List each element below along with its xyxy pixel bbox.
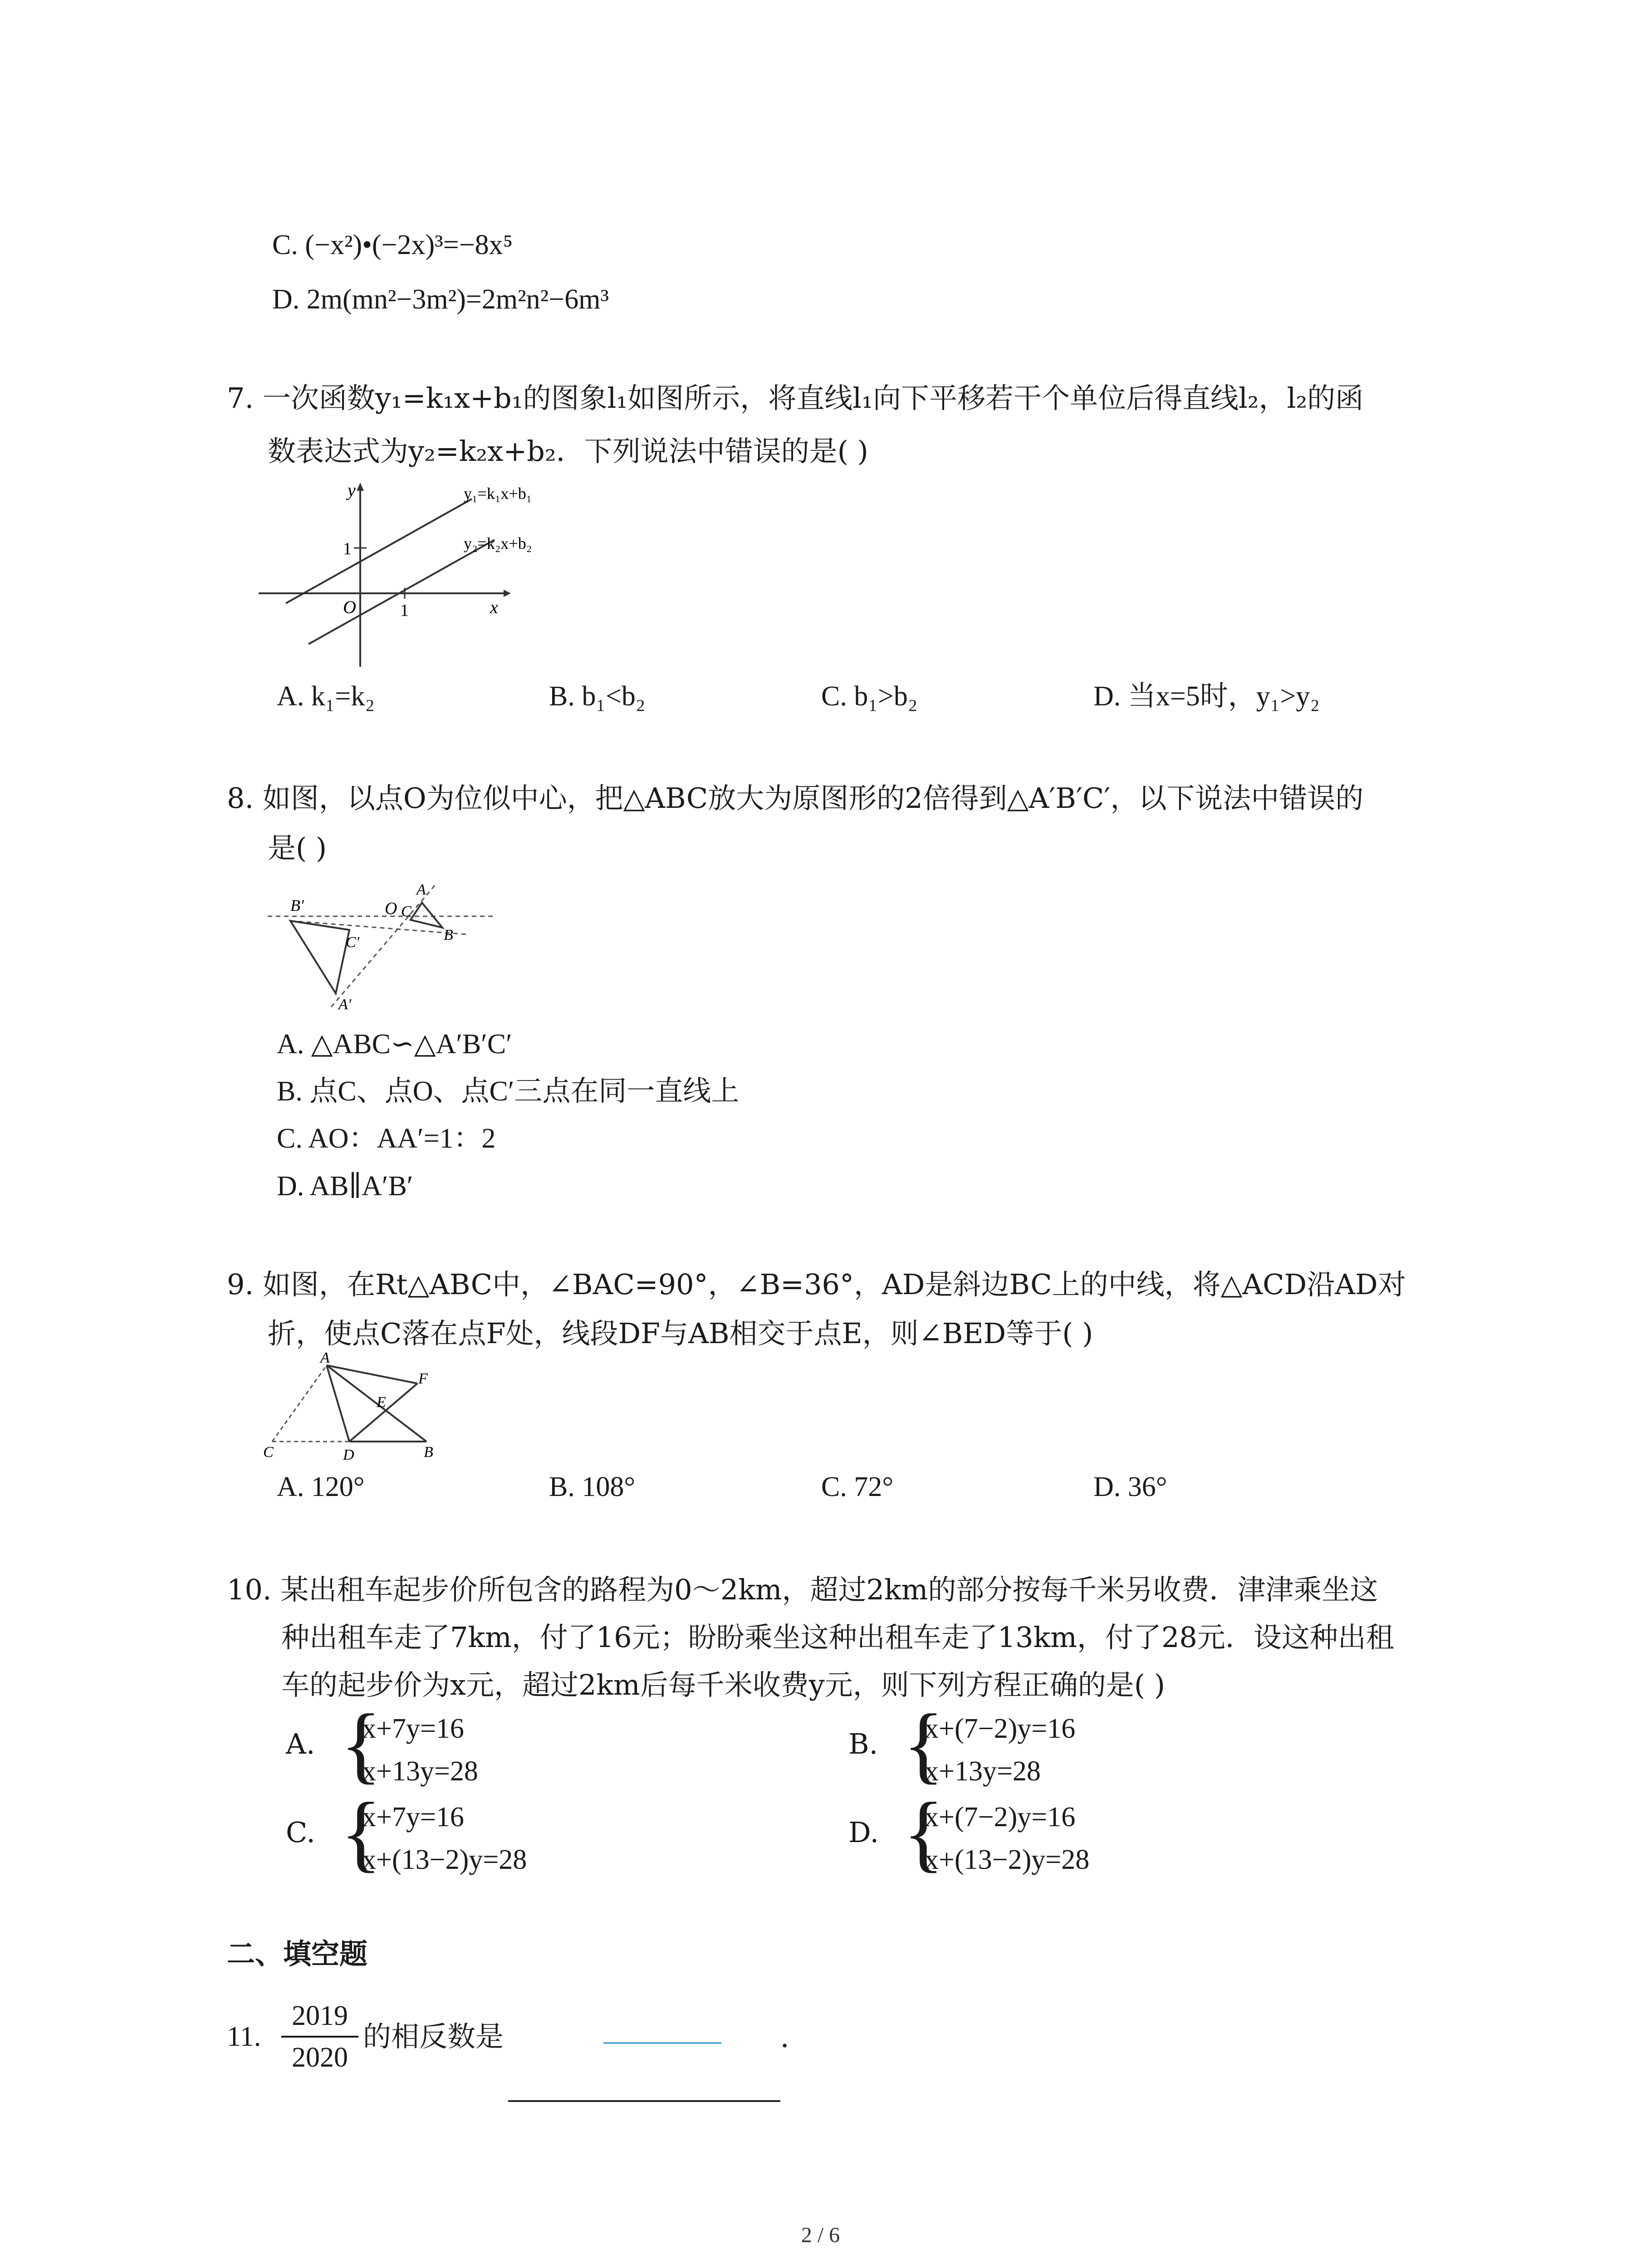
q7-fig-one-y: 1 [343,539,352,558]
q10-option-c-eq1: x+7y=16 [362,1802,464,1833]
q9-option-a: A. 120° [277,1471,365,1502]
q10-option-b-eq2: x+13y=28 [925,1756,1041,1787]
q7-figure [259,480,532,671]
q10-option-b-eq1: x+(7−2)y=16 [925,1713,1076,1744]
q6-option-d: D. 2m(mn²−3m²)=2m²n²−6m³ [272,284,609,315]
q7-fig-one-x: 1 [400,601,409,620]
q6-option-c: C. (−x²)•(−2x)³=−8x⁵ [272,230,513,260]
q11-end-period: ． [780,2021,809,2054]
q11-fraction-bar [281,2036,358,2038]
q7-stem-line2: 数表达式为y₂=k₂x+b₂．下列说法中错误的是( ) [268,435,868,468]
q10-option-c-label: C. [286,1816,315,1849]
q11-text: 的相反数是 [363,2020,504,2053]
q8-stem-line2: 是( ) [268,831,327,865]
q9-fig-e: E [377,1394,386,1411]
q7-option-a: A. k₁=k₂ [277,681,375,712]
q10-option-b-label: B. [848,1727,878,1760]
q7-fig-line2-label: y₂=k₂x+b₂ [464,534,532,552]
q10-option-a-label: A. [286,1727,315,1760]
q7-fig-line1-label: y₁=k₁x+b₁ [464,484,532,503]
q9-option-c: C. 72° [821,1471,894,1502]
q10-option-c-brace: { [340,1785,382,1881]
q10-option-a-eq2: x+13y=28 [362,1756,478,1787]
q8-option-a: A. △ABC∽△A′B′C′ [277,1029,512,1060]
q8-fig-a: A [416,881,426,898]
q9-fig-f: F [418,1370,428,1387]
q9-fig-c: C [263,1444,274,1461]
q9-fig-b: B [424,1444,433,1461]
q7-fig-x-label: x [490,597,498,617]
q9-option-b: B. 108° [549,1471,636,1502]
q11-fraction [281,1998,358,2076]
q7-stem-line1: 7. 一次函数y₁=k₁x+b₁的图象l₁如图所示，将直线l₁向下平移若干个单位后得直线l₂，l₂的函 [227,381,1364,415]
q8-fig-b-prime: B′ [290,896,304,914]
q8-fig-a-prime: A′ [338,996,352,1013]
q9-stem-line2: 折，使点C落在点F处，线段DF与AB相交于点E，则∠BED等于( ) [268,1317,1093,1350]
q10-stem-line2: 种出租车走了7km，付了16元；盼盼乘坐这种出租车走了13km，付了28元．设这种出租 [281,1621,1394,1654]
q10-option-c-system [340,1785,658,1882]
q8-fig-b: B [444,927,453,943]
q10-option-a-brace: { [340,1697,382,1792]
q10-option-b-system [903,1697,1220,1794]
page-number: 2 / 6 [801,2223,840,2247]
q10-option-a-system [340,1697,658,1794]
q10-option-d-eq1: x+(7−2)y=16 [925,1802,1076,1833]
q8-stem-line1: 8. 如图，以点O为位似中心，把△ABC放大为原图形的2倍得到△A′B′C′，以下说法中错误的 [227,782,1364,815]
q7-fig-y-label: y [348,480,356,500]
q11-denominator: 2020 [292,2042,348,2073]
q8-figure [263,871,499,1021]
q7-option-d: D. 当x=5时，y₁>y₂ [1093,681,1320,712]
q7-fig-origin: O [343,597,356,617]
q9-option-d: D. 36° [1093,1471,1167,1502]
q10-option-d-label: D. [848,1816,879,1849]
q9-stem-line1: 9. 如图，在Rt△ABC中，∠BAC=90°，∠B=36°，AD是斜边BC上的中线，将△ACD沿AD对 [227,1268,1406,1301]
q8-fig-c-prime: C′ [346,934,360,951]
q11-answer-blank[interactable] [508,2100,780,2102]
q10-stem-line1: 10. 某出租车起步价所包含的路程为0～2km，超过2km的部分按每千米另收费．津津乘坐这 [227,1573,1378,1606]
q10-option-d-system [903,1785,1220,1882]
q10-stem-line3: 车的起步价为x元，超过2km后每千米收费y元，则下列方程正确的是( ) [281,1668,1165,1701]
q7-option-b: B. b₁<b₂ [549,681,646,712]
q9-fig-a: A [320,1349,330,1366]
q8-option-c: C. AO：AA′=1：2 [277,1123,496,1154]
q7-option-c: C. b₁>b₂ [821,681,918,712]
q8-fig-o: O [385,899,397,918]
section-title-fill-in: 二、填空题 [227,1937,368,1970]
q11-numerator: 2019 [292,2000,348,2031]
q10-option-b-brace: { [903,1697,945,1792]
q9-fig-d: D [343,1447,354,1463]
q8-fig-c: C [401,903,411,920]
q8-option-d: D. AB∥A′B′ [277,1171,413,1202]
q10-option-d-brace: { [903,1785,945,1881]
q10-option-c-eq2: x+(13−2)y=28 [362,1844,527,1875]
q11-answer-line-blue [603,2042,721,2044]
q10-option-d-eq2: x+(13−2)y=28 [925,1844,1090,1875]
q10-option-a-eq1: x+7y=16 [362,1713,464,1744]
q11-number: 11. [227,2021,261,2052]
q9-figure [263,1349,454,1463]
q8-option-b: B. 点C、点O、点C′三点在同一直线上 [277,1076,740,1107]
